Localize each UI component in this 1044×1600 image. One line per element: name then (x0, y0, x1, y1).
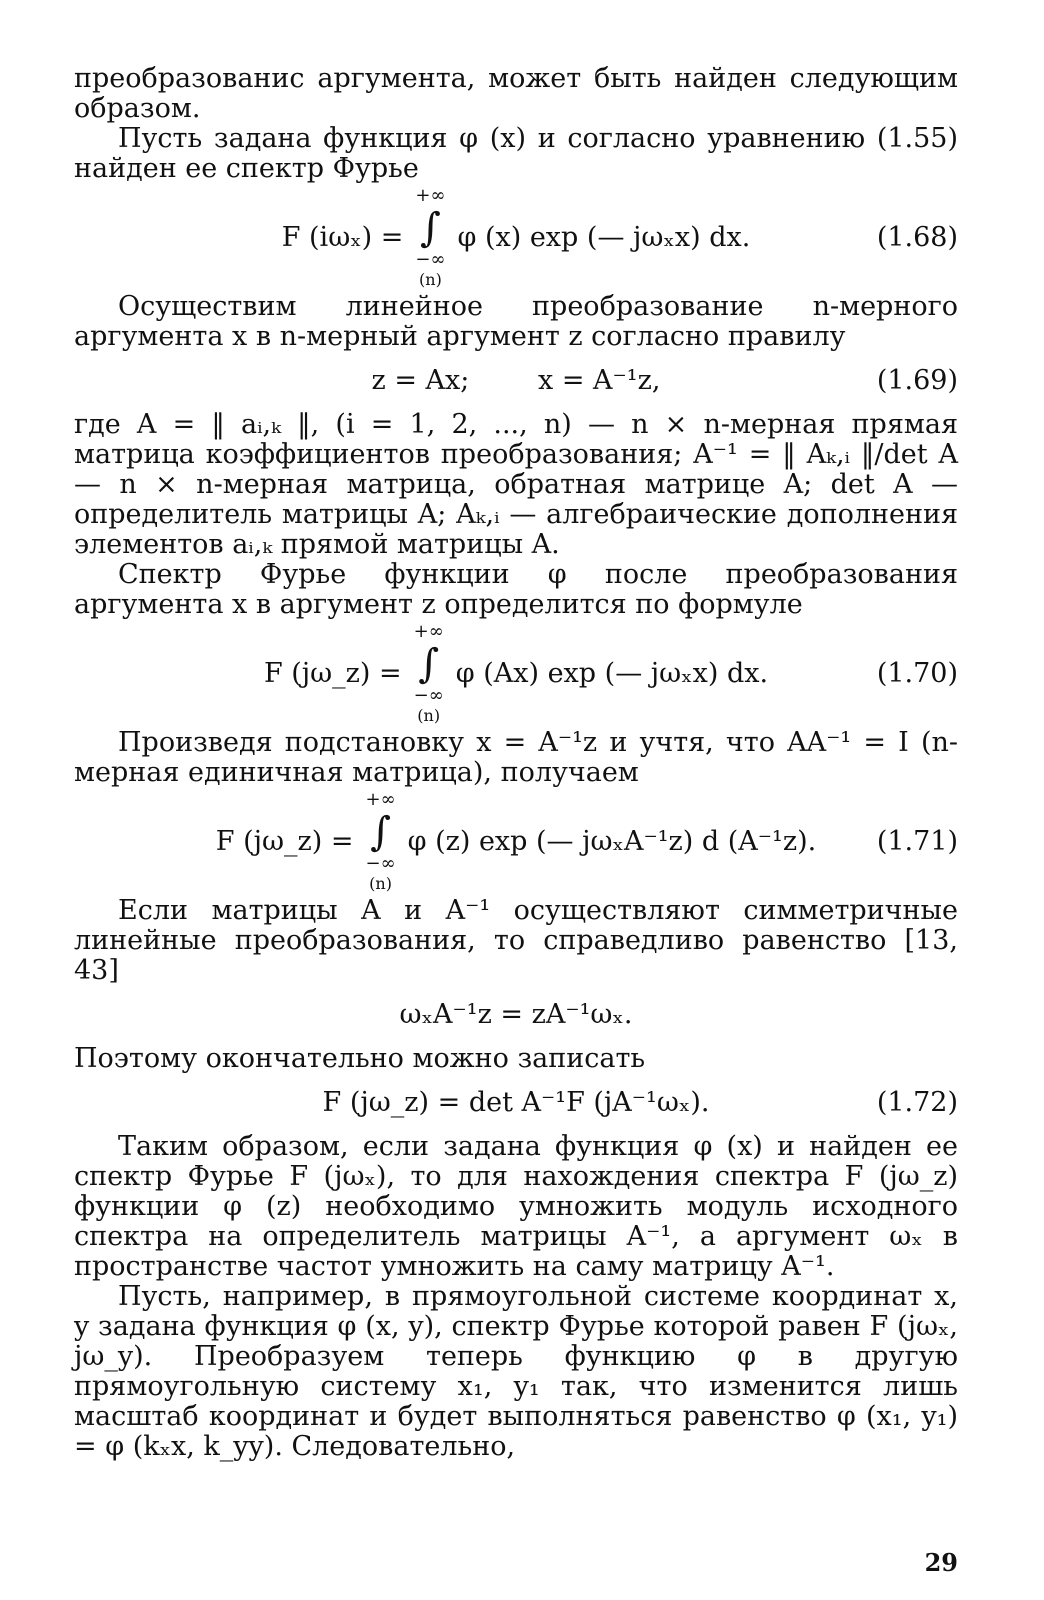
integral-dimension: (n) (369, 874, 392, 893)
equation-1-71 (74, 789, 958, 893)
integral-lower-limit: −∞ (365, 853, 396, 874)
integral-sign: +∞ ∫ −∞ (n) (415, 185, 446, 289)
paragraph-9: Таким образом, если задана функция φ (x) и найден ее спектр Фурье F (jωₓ), то для нахождения спектра F (jω_z) функции φ (z) необходимо умножить модуль исходного спектра на определитель матрицы A⁻¹, а аргумент ωₓ в пространстве частот умножить на саму матрицу A⁻¹. (74, 1131, 958, 1282)
integral-upper-limit: +∞ (365, 789, 396, 810)
integral-dimension: (n) (419, 270, 442, 289)
integral-sign: +∞ ∫ −∞ (n) (413, 621, 444, 725)
page-number: 29 (924, 1548, 958, 1577)
eq-rhs: φ (x) exp (— jωₓx) dx. (457, 222, 751, 253)
eq-body: F (jω_z) = det A⁻¹F (jA⁻¹ωₓ). (322, 1087, 710, 1118)
equation-number: (1.68) (876, 222, 958, 253)
paragraph-6: Произведя подстановку x = A⁻¹z и учтя, что AA⁻¹ = I (n-мерная единичная матрица), получаем (74, 727, 958, 788)
equation-number: (1.70) (876, 658, 958, 689)
integral-dimension: (n) (417, 706, 441, 725)
equation-number: (1.71) (876, 826, 958, 857)
equation-1-69 (74, 362, 958, 400)
eq-lhs: F (iωₓ) = (281, 222, 404, 253)
paragraph-4: где A = ‖ aᵢ,ₖ ‖, (i = 1, 2, ..., n) — n × n-мерная прямая матрица коэффициентов преобразования; A⁻¹ = ‖ Aₖ,ᵢ ‖/det A — n × n-мерная матрица, обратная матрице A; det A — определитель матрицы A; Aₖ,ᵢ — алгебраические дополнения элементов aᵢ,ₖ прямой матрицы A. (74, 409, 958, 560)
paragraph-10: Пусть, например, в прямоугольной системе координат x, y задана функция φ (x, y), спектр Фурье которой равен F (jωₓ, jω_y). Преобразуем теперь функцию φ в другую прямоугольную систему x₁, y₁ так, что изменится лишь масштаб координат и будет выполняться равенство φ (x₁, y₁) = φ (kₓx, k_yy). Следовательно, (74, 1281, 958, 1462)
equation-number: (1.69) (876, 365, 958, 396)
integral-lower-limit: −∞ (413, 685, 444, 706)
paragraph-5: Спектр Фурье функции φ после преобразования аргумента x в аргумент z определится по формуле (74, 559, 958, 620)
eq-rhs: φ (Ax) exp (— jωₓx) dx. (455, 658, 769, 689)
eq-rhs: φ (z) exp (— jωₓA⁻¹z) d (A⁻¹z). (407, 826, 817, 857)
equation-symmetry (74, 996, 958, 1034)
paragraph-8: Поэтому окончательно можно записать (74, 1043, 646, 1074)
equation-number: (1.72) (876, 1087, 958, 1118)
equation-1-72 (74, 1084, 958, 1122)
eq-body: ωₓA⁻¹z = zA⁻¹ωₓ. (399, 999, 633, 1030)
integral-upper-limit: +∞ (413, 621, 444, 642)
eq-body: z = Ax; x = A⁻¹z, (371, 365, 661, 396)
paragraph-1: преобразованис аргумента, может быть найден следующим образом. (74, 63, 958, 124)
eq-lhs: F (jω_z) = (215, 826, 354, 857)
equation-1-70 (74, 621, 958, 725)
integral-sign: +∞ ∫ −∞ (n) (365, 789, 396, 893)
eq-lhs: F (jω_z) = (263, 658, 402, 689)
integral-upper-limit: +∞ (415, 185, 446, 206)
paragraph-2: Пусть задана функция φ (x) и согласно уравнению (1.55) найден ее спектр Фурье (74, 123, 958, 184)
paragraph-7: Если матрицы A и A⁻¹ осуществляют симметричные линейные преобразования, то справедливо равенство [13, 43] (74, 895, 958, 986)
integral-lower-limit: −∞ (415, 249, 446, 270)
paragraph-3: Осуществим линейное преобразование n-мерного аргумента x в n-мерный аргумент z согласно правилу (74, 291, 958, 352)
equation-1-68 (74, 185, 958, 289)
